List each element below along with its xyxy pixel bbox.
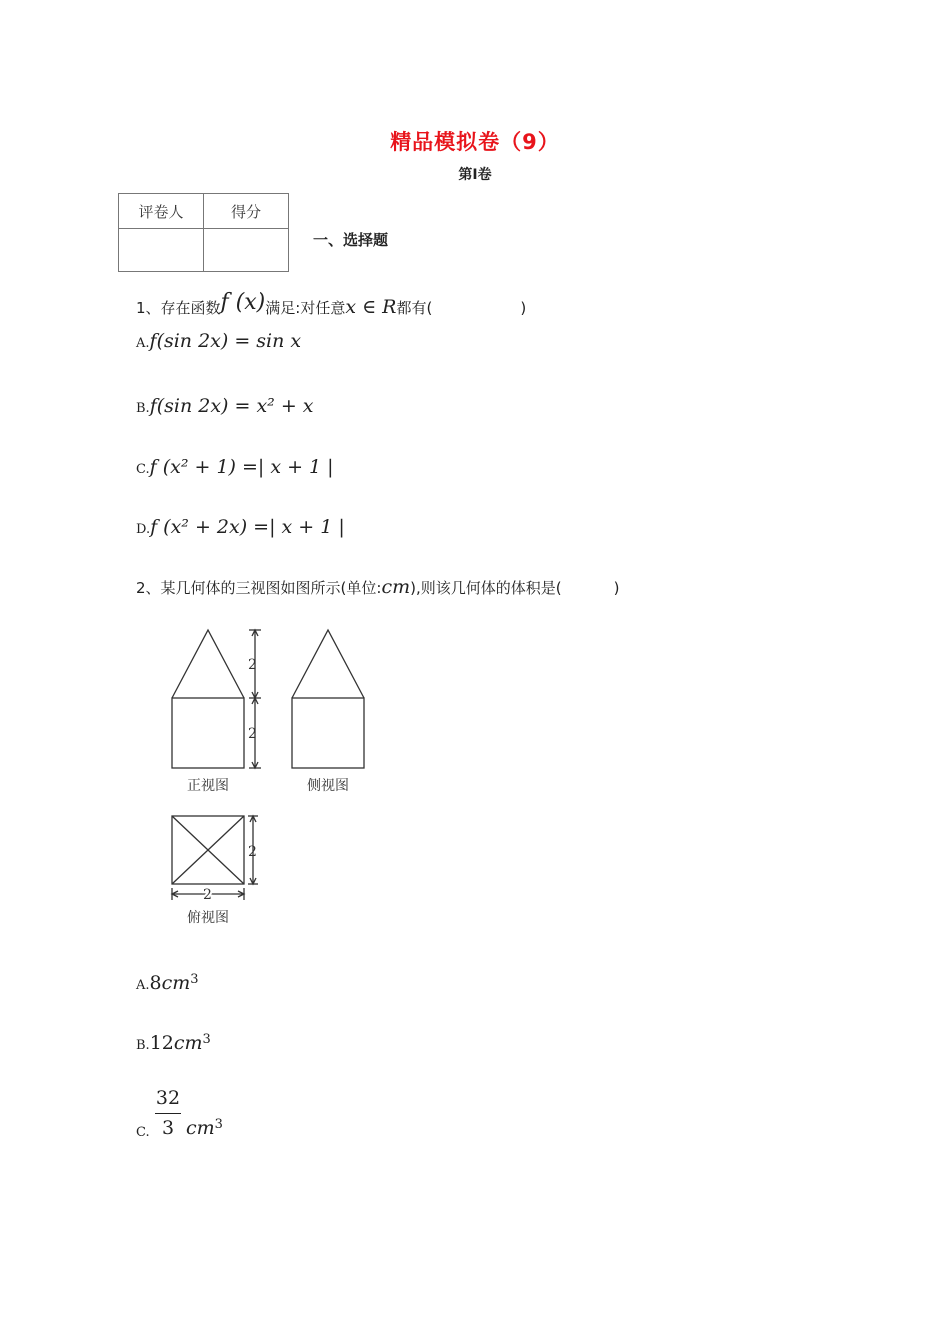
- option-number: 12: [149, 1032, 174, 1054]
- option-c-fraction-denominator: 3: [161, 1117, 175, 1139]
- question-2-option-b: [136, 1032, 211, 1054]
- question-1-func: f (x): [220, 290, 266, 315]
- question-1-middle: 满足:对任意: [265, 299, 346, 317]
- option-exponent: 3: [190, 972, 199, 987]
- score-table-cell-grader: [119, 229, 204, 272]
- question-1-option-a: [136, 330, 301, 352]
- question-2-unit: cm: [381, 576, 411, 598]
- option-exponent: 3: [202, 1032, 211, 1047]
- option-expression: f(sin 2x) = x² + x: [149, 395, 314, 417]
- dimension-label-square-width: 2: [203, 887, 212, 903]
- question-2-suffix-close: ): [613, 579, 620, 597]
- option-expression: f (x² + 1) =| x + 1 |: [149, 456, 334, 478]
- score-table-cell-score: [204, 229, 289, 272]
- option-letter: A.: [136, 336, 150, 351]
- question-2-prefix: 2、某几何体的三视图如图所示(单位:: [136, 579, 382, 597]
- page-title: 精品模拟卷（9）: [390, 130, 560, 154]
- option-letter: B.: [136, 401, 150, 416]
- question-2-stem: [136, 576, 619, 598]
- option-letter: C.: [136, 1125, 150, 1140]
- question-1-prefix: 1、存在函数: [136, 299, 221, 317]
- section-heading: 一、选择题: [313, 231, 389, 249]
- question-1-option-b: [136, 395, 314, 417]
- dimension-label-square-side: 2: [248, 844, 257, 860]
- three-view-figure: [160, 622, 390, 932]
- question-2-option-a: [136, 972, 199, 994]
- option-letter: B.: [136, 1038, 150, 1053]
- side-view-roof: [292, 630, 364, 698]
- top-view-label: 俯视图: [187, 910, 229, 926]
- option-expression: f (x² + 2x) =| x + 1 |: [150, 516, 345, 538]
- side-view-label: 侧视图: [307, 778, 349, 794]
- score-table-header-score: 得分: [204, 194, 289, 229]
- option-c-fraction-bar: [155, 1113, 181, 1114]
- side-view-body: [292, 698, 364, 768]
- question-1-stem: [136, 290, 527, 319]
- front-view-body: [172, 698, 244, 768]
- option-unit: cm: [186, 1117, 215, 1139]
- option-letter: C.: [136, 462, 150, 477]
- score-table-header-grader: 评卷人: [119, 194, 204, 229]
- dimension-label-bottom: 2: [248, 726, 257, 742]
- question-2-option-c-letter-wrap: [136, 1122, 150, 1140]
- front-view-label: 正视图: [187, 778, 229, 794]
- question-1-option-c: [136, 456, 334, 478]
- dimension-label-top: 2: [248, 657, 257, 673]
- page-subtitle: 第Ⅰ卷: [458, 167, 492, 183]
- option-c-fraction-numerator: 32: [155, 1087, 181, 1109]
- option-number: 8: [149, 972, 162, 994]
- question-1-suffix-close: ): [520, 299, 527, 317]
- question-1-condition: x ∈ R: [345, 296, 397, 318]
- option-letter: A.: [136, 978, 150, 993]
- question-1-option-d: [136, 516, 345, 538]
- front-view-roof: [172, 630, 244, 698]
- question-1-suffix-open: 都有(: [396, 299, 433, 317]
- option-letter: D.: [136, 522, 151, 537]
- option-unit: cm: [173, 1032, 203, 1054]
- score-table: [118, 193, 289, 272]
- question-2-suffix-open: ),则该几何体的体积是(: [410, 579, 562, 597]
- option-exponent: 3: [214, 1117, 223, 1132]
- option-unit: cm: [161, 972, 191, 994]
- question-2-option-c-unit: [186, 1117, 223, 1139]
- option-expression: f(sin 2x) = sin x: [149, 330, 302, 352]
